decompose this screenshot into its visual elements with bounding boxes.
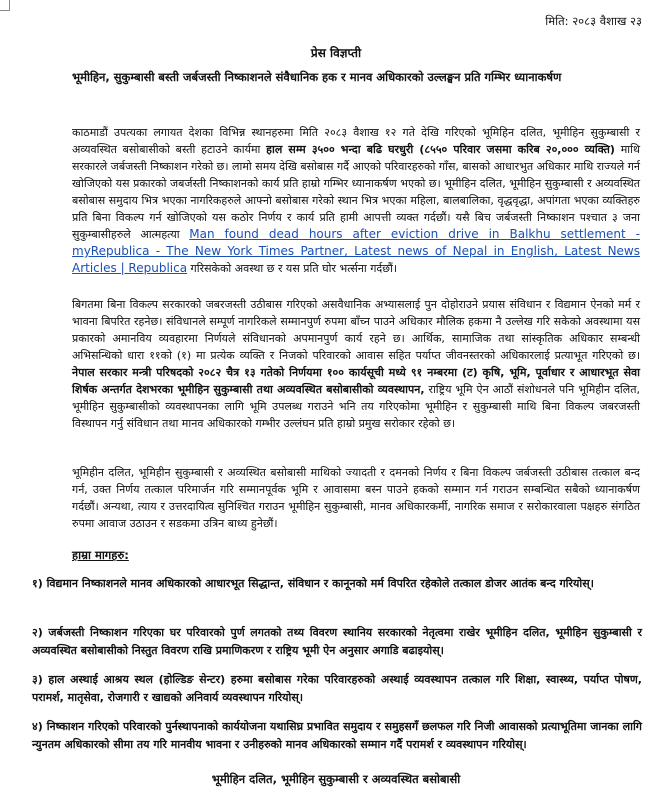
demand-item-3: ३) हाल अस्थाई आश्रय स्थल (होल्डिङ सेन्टर) हरुमा बसोबास गरेका परिवारहरुको अस्थाई व्यवस्थापन तत्काल गरि शिक्षा, स्वास्थ्य, पर्याप्त पोषण, परामर्श, मातृसेवा, रोजगारी र खाद्यको अनिवार्य व्यवस्थापन गरियोस्। (32, 673, 642, 704)
demand-item-1: १) विद्यमान निष्काशनले मानव अधिकारको आधारभूत सिद्धान्त, संविधान र कानूनको मर्म विपरित रहेकोले तत्काल डोजर आतंक बन्द गरियोस्। (32, 577, 594, 590)
demands-title: हाम्रा मागहरु: (72, 548, 129, 562)
paragraph-2-bold: नेपाल सरकार मन्त्री परिषदको २०८२ चैत्र १३ गतेको निर्णयमा १०० कार्यसूची मध्ये ९१ नम्बरमा (ट) कृषि, भूमि, पूर्वाधार र आधारभूत सेवा शिर्षक अन्तर्गत देशभरका भूमीहिन सुकुम्बासी तथा अव्यवस्थित बसोबासीको व्यवस्थापन, (72, 366, 640, 396)
demand-item-2: २) जर्बजस्ती निष्काशन गरिएका घर परिवारको पुर्ण लगतको तथ्य विवरण स्थानिय सरकारको नेतृत्वमा राखेर भूमीहिन दलित, भूमीहिन सुकुम्बासी र अव्यवस्थित बसोबासीको निस्तुत विवरण राखि प्रमाणिकरण र राष्ट्रिय भूमी ऐन अनुसार अगाडि बढाइयोस्। (32, 626, 642, 657)
release-date: मिति: २०८३ वैशाख २३ (545, 14, 642, 28)
paragraph-2 (72, 296, 640, 432)
demand-item-4: ४) निष्काशन गरिएको परिवारको पुर्नस्थापनाको कार्ययोजना यथासिघ्र प्रभावित समुदाय र समुहसगँ छलफल गरि निजी आवासको प्रत्याभूतिमा जानका लागि न्युनतम अधिकारको सीमा तय गरि मानवीय भावना र उनीहरुको मानव अधिकारको सम्मान गर्दै परामर्श र व्यवस्थापन गरियोस्। (32, 720, 642, 751)
paragraph-1-text-c: गरिसकेको अवस्था छ र यस प्रति घोर भर्त्सना गर्दछौं। (187, 262, 397, 275)
press-title: प्रेस विज्ञप्ती (310, 46, 362, 60)
paragraph-1 (72, 124, 640, 277)
paragraph-1-bold: हाल सम्म ३५०० भन्दा बढि घरधुरी (८५५० परिवार जसमा करिब २०,००० व्यक्ति) (266, 143, 615, 156)
headline: भूमीहिन, सुकुम्बासी बस्ती जर्बजस्ती निष्काशनले संवैधानिक हक र मानव अधिकारको उल्लङ्घन प्रति गम्भिर ध्यानाकर्षण (72, 70, 562, 84)
paragraph-2-text-a: बिगतमा बिना विकल्प सरकारको जबरजस्ती उठीबास गरिएको असवैधानिक अभ्यासलाई पुन दोहोराउने प्रयास संविधान र विद्यमान ऐनको मर्म र भावना बिपरित रहनेछ। संविधानले सम्पूर्ण नागरिकले सम्मानपुर्ण रुपमा बाँच्न पाउने अधिकार मौलिक हकमा नै उल्लेख गरि सकेको अवस्थामा यस प्रकारको अमानविय व्यवहारमा निर्णयले संविधानको अपमानपुर्ण कार्य रहने छ। आर्थिक, सामाजिक तथा सांस्कृतिक अधिकार सम्बन्धी अभिसन्धिको धारा ११को (१) मा प्रत्येक व्यक्ति र निजको परिवारको आवास सहित पर्याप्त जीवनस्तरको अधिकारलाई प्रत्याभूत गरिएको छ। (72, 298, 640, 362)
corner-box (0, 0, 10, 11)
signature: भूमीहिन दलित, भूमीहिन सुकुम्बासी र अव्यवस्थित बसोबासी (211, 772, 461, 786)
paragraph-3: भूमिहीन दलित, भूमिहीन सुकुम्बासी र अव्यस्थित बसोबासी माथिको ज्यादती र दमनको निर्णय र बिना विकल्प जर्बजस्ती उठीबास तत्काल बन्द गर्न, उक्त निर्णय तत्काल परिमार्जन गरि सम्मानपूर्वक भूमि र आवासमा बस्न पाउने हकको सम्मान गर्न गराउन सम्बन्धित सबैको ध्यानाकर्षण गर्दछौं। अन्यथा, त्याय र उत्तरदायित्व सुनिश्चित गराउन भूमीहिन सुकुम्बासी, मानव अधिकारकर्मी, नागरिक समाज र सरोकारवाला पक्षहरु संगठित रुपमा आवाज उठाउन र सडकमा उत्रिन बाध्य हुनेछौं। (72, 466, 640, 530)
news-link[interactable]: Man found dead hours after eviction drive in Balkhu settlement - myRepublica - The New York Times Partner, Latest news of Nepal in English, Latest News Articles | Republica (72, 227, 640, 275)
paragraph-1-text-a: काठमाडौं उपत्यका लगायत देशका विभिन्न स्थानहरुमा मिति २०८३ वैशाख १२ गते देखि गरिएको भूमिहिन दलित, भूमीहिन सुकुम्बासी र अव्यवस्थित बसोबासीको बस्ती हटाउने कार्यमा (72, 126, 640, 156)
paragraph-2-text-b: राष्ट्रिय भूमि ऐन आठौं संशोधनले पनि भूमिहीन दलित, भूमीहिन सुकुम्बासीको व्यवस्थापनका लागि भूमि उपलब्ध गराउने भनि तय गरिएकोमा भूमीहिन र सुकुम्बासी माथि बिना विकल्प जबरजस्ती विस्थापन गर्नु संविधान तथा मानव अधिकारको गम्भीर उल्लंघन प्रति हाम्रो प्रमुख सरोकार रहेको छ। (72, 383, 640, 430)
paragraph-1-text-b: माथि सरकारले जर्बजस्ती निष्काशन गरेको छ। लामो समय देखि बसोबास गर्दै आएको परिवारहरुको गाँस, बासको आधारभुत अधिकार माथि राज्यले गर्न खोजिएको यस प्रकारको जबर्जस्ती निष्काशनको कार्य प्रति हाम्रो गम्भिर ध्यानाकर्षण भएको छ। भूमीहिन दलित, भूमीहिन सुकुम्बासी र अव्यवस्थित बसोबास समुदाय भित्र भएका नागरिकहरुले आफ्नो बसोबास गरेको स्थान भित्र भएका महिला, बालबालिका, वृद्धवृद्धा, अपांगता भएका व्यक्तिहरु प्रति बिना विकल्प गर्न खोजिएको यस कठोर निर्णय र कार्य प्रति हामी आपत्ती व्यक्त गर्दछौं। यसै बिच जर्बजस्ती निष्काशन पश्चात ३ जना सुकुम्बासीहरुले आत्महत्या (72, 143, 640, 241)
